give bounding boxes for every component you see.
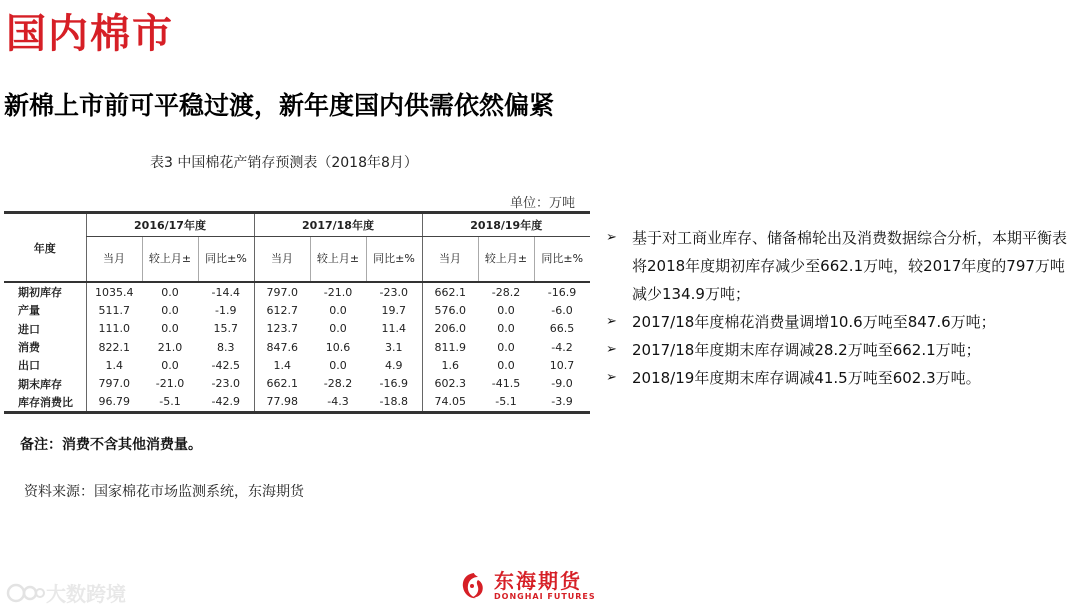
table-cell: 612.7 bbox=[254, 301, 310, 319]
table-cell: -18.8 bbox=[379, 395, 408, 409]
bullet-text: 2017/18年度棉花消费量调增10.6万吨至847.6万吨； bbox=[632, 313, 996, 331]
table-cell: 822.1 bbox=[86, 338, 142, 356]
table-cell: -23.0 bbox=[211, 377, 240, 391]
table-cell: -6.0 bbox=[551, 303, 573, 317]
table-cell: 1.4 bbox=[86, 356, 142, 374]
year-header: 2018/19年度 bbox=[422, 213, 590, 237]
sub-header-current: 当月 bbox=[86, 237, 142, 283]
table-cell: -14.4 bbox=[211, 285, 240, 299]
bullet-text: 2017/18年度期末库存调减28.2万吨至662.1万吨； bbox=[632, 341, 981, 359]
sub-header-current: 当月 bbox=[422, 237, 478, 283]
row-header-year: 年度 bbox=[4, 213, 86, 283]
table-cell: 0.0 bbox=[497, 340, 515, 354]
page-title: 国内棉市 bbox=[6, 11, 174, 57]
table-cell: 3.1 bbox=[385, 340, 403, 354]
table-row bbox=[4, 374, 590, 392]
table-cell: 66.5 bbox=[549, 322, 575, 336]
balance-table-container bbox=[4, 211, 590, 414]
sub-header-yoy: 同比±% bbox=[534, 237, 590, 283]
table-row bbox=[4, 282, 590, 301]
table-cell: -21.0 bbox=[155, 377, 185, 391]
watermark-logo-icon bbox=[6, 582, 46, 604]
bullet-text: 2018/19年度期末库存调减41.5万吨至602.3万吨。 bbox=[632, 369, 981, 387]
table-row bbox=[4, 393, 590, 413]
table-cell: 847.6 bbox=[254, 338, 310, 356]
table-cell: 8.3 bbox=[217, 340, 235, 354]
sub-header-yoy: 同比±% bbox=[366, 237, 422, 283]
row-label: 库存消费比 bbox=[18, 395, 73, 409]
table-cell: -21.0 bbox=[323, 285, 353, 299]
table-cell: -1.9 bbox=[215, 303, 237, 317]
table-cell: 811.9 bbox=[422, 338, 478, 356]
table-cell: -23.0 bbox=[379, 285, 408, 299]
sub-header-yoy: 同比±% bbox=[198, 237, 254, 283]
arrow-bullet-icon: ➢ bbox=[606, 314, 617, 329]
table-cell: 74.05 bbox=[422, 393, 478, 413]
table-cell: -28.2 bbox=[491, 285, 521, 299]
arrow-bullet-icon: ➢ bbox=[606, 342, 617, 357]
table-note: 备注：消费不含其他消费量。 bbox=[20, 437, 202, 453]
bullet-list bbox=[606, 224, 1076, 392]
table-cell: 511.7 bbox=[86, 301, 142, 319]
table-cell: 111.0 bbox=[86, 320, 142, 338]
logo-chinese-name: 东海期货 bbox=[494, 569, 582, 593]
table-cell: 206.0 bbox=[422, 320, 478, 338]
table-cell: 10.6 bbox=[325, 340, 351, 354]
row-label: 产量 bbox=[18, 304, 40, 318]
bullet-item bbox=[606, 336, 1076, 364]
table-cell: 77.98 bbox=[254, 393, 310, 413]
table-cell: -41.5 bbox=[491, 377, 521, 391]
company-logo bbox=[458, 570, 596, 602]
row-label: 出口 bbox=[18, 359, 40, 373]
sub-header-current: 当月 bbox=[254, 237, 310, 283]
table-cell: 4.9 bbox=[385, 358, 403, 372]
sub-header-mom: 较上月± bbox=[310, 237, 366, 283]
table-cell: 10.7 bbox=[549, 358, 575, 372]
table-cell: 797.0 bbox=[254, 282, 310, 301]
watermark bbox=[6, 578, 126, 607]
cotton-balance-table bbox=[4, 211, 590, 414]
table-cell: 0.0 bbox=[497, 303, 515, 317]
table-row bbox=[4, 338, 590, 356]
year-header: 2016/17年度 bbox=[86, 213, 254, 237]
arrow-bullet-icon: ➢ bbox=[606, 370, 617, 385]
table-cell: 1.6 bbox=[422, 356, 478, 374]
table-cell: 797.0 bbox=[86, 374, 142, 392]
table-cell: -3.9 bbox=[551, 395, 573, 409]
table-cell: -9.0 bbox=[551, 377, 573, 391]
table-row bbox=[4, 356, 590, 374]
table-cell: 0.0 bbox=[161, 358, 179, 372]
table-cell: -28.2 bbox=[323, 377, 353, 391]
table-cell: -4.3 bbox=[327, 395, 349, 409]
table-cell: -4.2 bbox=[551, 340, 573, 354]
table-cell: 0.0 bbox=[329, 303, 347, 317]
arrow-bullet-icon: ➢ bbox=[606, 230, 617, 245]
bullet-item bbox=[606, 364, 1076, 392]
table-cell: -42.9 bbox=[211, 395, 240, 409]
table-caption: 表3 中国棉花产销存预测表（2018年8月） bbox=[150, 155, 418, 171]
table-row bbox=[4, 320, 590, 338]
table-row bbox=[4, 301, 590, 319]
table-unit-label: 单位：万吨 bbox=[510, 196, 576, 211]
table-cell: 0.0 bbox=[329, 322, 347, 336]
table-cell: 1.4 bbox=[254, 356, 310, 374]
row-label: 期初库存 bbox=[18, 286, 62, 300]
watermark-text: 大数跨境 bbox=[46, 582, 126, 606]
donghai-emblem-icon bbox=[458, 570, 490, 602]
sub-header-mom: 较上月± bbox=[142, 237, 198, 283]
table-cell: 1035.4 bbox=[86, 282, 142, 301]
table-cell: 0.0 bbox=[497, 358, 515, 372]
table-cell: 21.0 bbox=[157, 340, 183, 354]
table-cell: 11.4 bbox=[381, 322, 406, 336]
table-cell: 0.0 bbox=[161, 285, 179, 299]
slide-subtitle: 新棉上市前可平稳过渡，新年度国内供需依然偏紧 bbox=[4, 91, 555, 120]
table-cell: 0.0 bbox=[329, 358, 347, 372]
logo-english-name: DONGHAI FUTURES bbox=[494, 592, 596, 601]
table-cell: 662.1 bbox=[422, 282, 478, 301]
table-cell: -5.1 bbox=[495, 395, 517, 409]
table-cell: 96.79 bbox=[86, 393, 142, 413]
table-cell: -16.9 bbox=[547, 285, 577, 299]
year-header: 2017/18年度 bbox=[254, 213, 422, 237]
data-source: 资料来源：国家棉花市场监测系统，东海期货 bbox=[24, 484, 304, 500]
row-label: 消费 bbox=[18, 341, 40, 355]
sub-header-mom: 较上月± bbox=[478, 237, 534, 283]
table-cell: 123.7 bbox=[254, 320, 310, 338]
table-cell: -5.1 bbox=[159, 395, 181, 409]
bullet-item bbox=[606, 224, 1076, 308]
bullet-item bbox=[606, 308, 1076, 336]
table-cell: -16.9 bbox=[379, 377, 408, 391]
table-cell: 15.7 bbox=[213, 322, 238, 336]
table-cell: 0.0 bbox=[161, 322, 179, 336]
table-cell: 0.0 bbox=[161, 303, 179, 317]
bullet-text: 基于对工商业库存、储备棉轮出及消费数据综合分析，本期平衡表将2018年度期初库存减少至662.1万吨，较2017年度的797万吨减少134.9万吨； bbox=[632, 229, 1068, 303]
row-label: 进口 bbox=[18, 322, 40, 336]
table-cell: 576.0 bbox=[422, 301, 478, 319]
table-cell: -42.5 bbox=[211, 358, 240, 372]
table-cell: 662.1 bbox=[254, 374, 310, 392]
table-cell: 0.0 bbox=[497, 322, 515, 336]
row-label: 期末库存 bbox=[18, 377, 62, 391]
table-cell: 19.7 bbox=[381, 303, 406, 317]
table-cell: 602.3 bbox=[422, 374, 478, 392]
